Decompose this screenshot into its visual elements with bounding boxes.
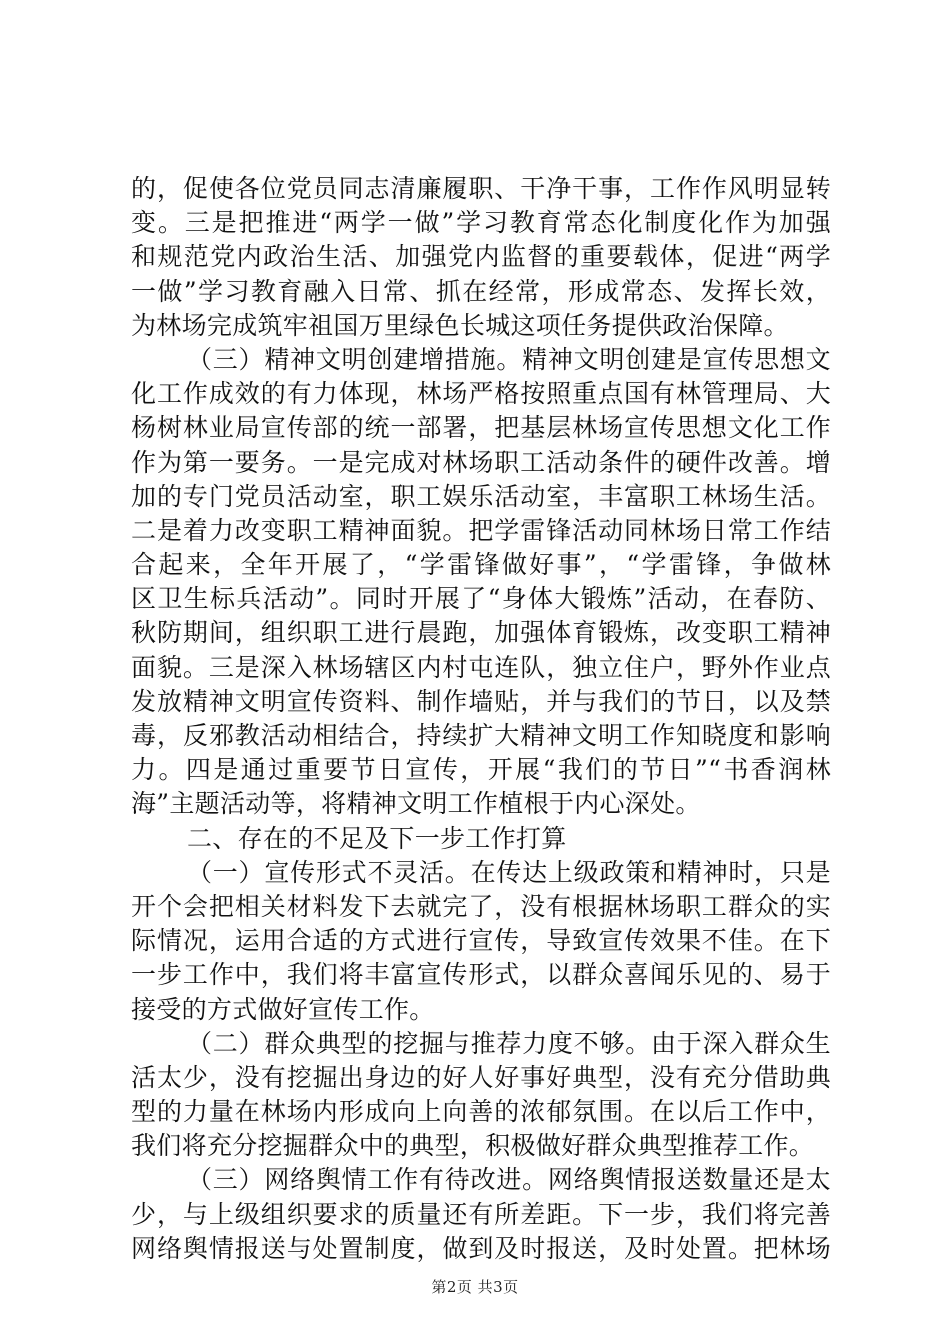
text-line: 网络舆情报送与处置制度，做到及时报送，及时处置。把林场 <box>131 1233 831 1263</box>
paragraph-start-line: （三）精神文明创建增措施。精神文明创建是宣传思想文 <box>187 344 831 374</box>
text-line: 发放精神文明宣传资料、制作墙贴，并与我们的节日，以及禁 <box>131 686 831 716</box>
text-line: 开个会把相关材料发下去就完了，没有根据林场职工群众的实 <box>131 891 831 921</box>
text-line: 区卫生标兵活动”。同时开展了“身体大锻炼”活动，在春防、 <box>131 584 831 614</box>
text-line: 际情况，运用合适的方式进行宣传，导致宣传效果不佳。在下 <box>131 926 831 956</box>
text-line: 化工作成效的有力体现，林场严格按照重点国有林管理局、大 <box>131 379 831 409</box>
text-line: 型的力量在林场内形成向上向善的浓郁氛围。在以后工作中， <box>131 1097 831 1127</box>
section-heading: 二、存在的不足及下一步工作打算 <box>187 823 567 853</box>
text-line: 海”主题活动等，将精神文明工作植根于内心深处。 <box>131 789 701 819</box>
text-line: 毒，反邪教活动相结合，持续扩大精神文明工作知晓度和影响 <box>131 721 831 750</box>
text-line: 二是着力改变职工精神面貌。把学雷锋活动同林场日常工作结 <box>131 515 831 545</box>
text-line: 少，与上级组织要求的质量还有所差距。下一步，我们将完善 <box>131 1199 831 1229</box>
text-line: 一做”学习教育融入日常、抓在经常，形成常态、发挥长效， <box>131 276 831 306</box>
text-line: 接受的方式做好宣传工作。 <box>131 994 435 1024</box>
text-line: 秋防期间，组织职工进行晨跑，加强体育锻炼，改变职工精神 <box>131 618 831 648</box>
text-line: 活太少，没有挖掘出身边的好人好事好典型，没有充分借助典 <box>131 1062 831 1092</box>
text-line: 一步工作中，我们将丰富宣传形式，以群众喜闻乐见的、易于 <box>131 960 831 990</box>
text-line: 合起来，全年开展了，“学雷锋做好事”，“学雷锋，争做林 <box>131 550 831 580</box>
page-number-footer: 第2页 共3页 <box>431 1278 519 1296</box>
text-line: 作为第一要务。一是完成对林场职工活动条件的硬件改善。增 <box>131 447 831 477</box>
paragraph-start-line: （二）群众典型的挖掘与推荐力度不够。由于深入群众生 <box>187 1028 831 1058</box>
text-line: 力。四是通过重要节日宣传，开展“我们的节日”“书香润林 <box>131 755 831 785</box>
text-line: 的，促使各位党员同志清廉履职、干净干事，工作作风明显转 <box>131 174 831 203</box>
paragraph-start-line: （三）网络舆情工作有待改进。网络舆情报送数量还是太 <box>187 1165 831 1195</box>
document-body <box>131 172 831 1266</box>
text-line: 面貌。三是深入林场辖区内村屯连队，独立住户，野外作业点 <box>131 652 831 682</box>
text-line: 加的专门党员活动室，职工娱乐活动室，丰富职工林场生活。 <box>131 481 831 511</box>
text-line: 和规范党内政治生活、加强党内监督的重要载体，促进“两学 <box>131 242 831 272</box>
text-line: 杨树林业局宣传部的统一部署，把基层林场宣传思想文化工作 <box>131 413 831 443</box>
paragraph-start-line: （一）宣传形式不灵活。在传达上级政策和精神时，只是 <box>187 857 831 887</box>
text-line: 变。三是把推进“两学一做”学习教育常态化制度化作为加强 <box>131 208 831 238</box>
text-line: 为林场完成筑牢祖国万里绿色长城这项任务提供政治保障。 <box>131 310 789 340</box>
text-line: 我们将充分挖掘群众中的典型，积极做好群众典型推荐工作。 <box>131 1131 815 1161</box>
